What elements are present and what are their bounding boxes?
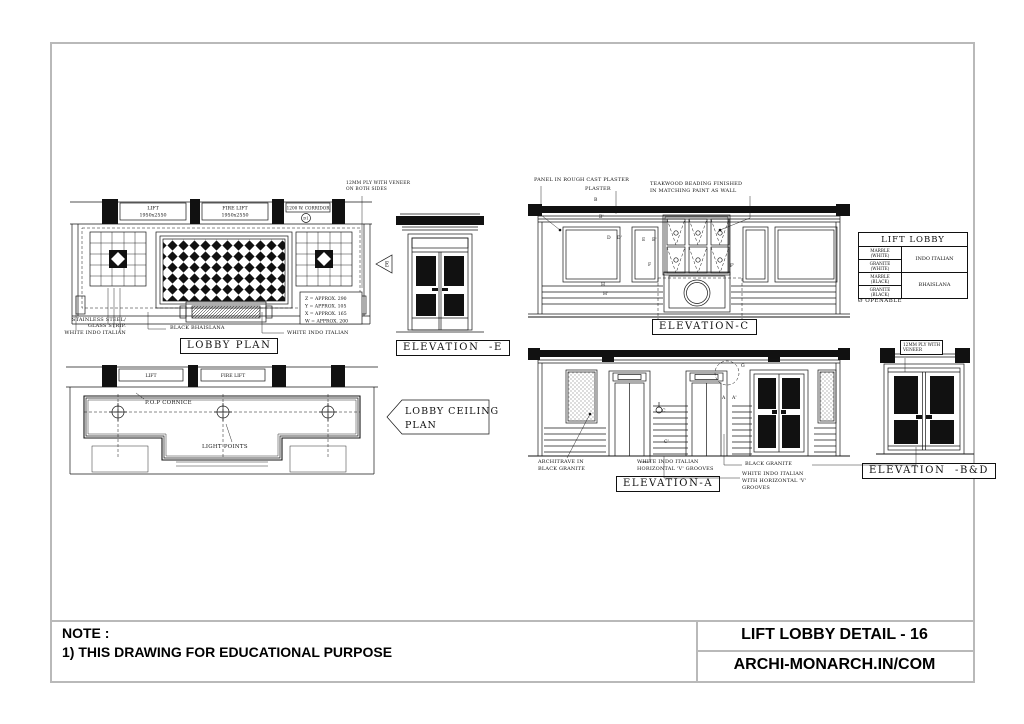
ann-teakwood-1: TEAKWOOD BEADING FINISHED xyxy=(650,181,743,187)
legend-w: W = APPROX. 200 xyxy=(305,319,349,325)
brand: ARCHI-MONARCH.IN/COM xyxy=(733,656,936,673)
lift-label: LIFT xyxy=(147,206,159,212)
section-mark-a2: A' xyxy=(732,396,737,401)
section-mark-a: A xyxy=(722,396,726,401)
ply-note-line2: ON BOTH SIDES xyxy=(346,187,387,192)
titleblock-top-line xyxy=(50,620,973,622)
note-line: 1) THIS DRAWING FOR EDUCATIONAL PURPOSE xyxy=(62,644,393,660)
pop-cornice-label: P.O.P CORNICE xyxy=(145,400,192,406)
elevation-e-title: ELEVATION -E xyxy=(396,340,510,356)
section-mark-g: G xyxy=(741,364,745,369)
ann-grooves-1: WHITE INDO ITALIAN xyxy=(637,459,699,465)
ann-stainless-1: STAINLESS STEEL/ xyxy=(71,317,126,323)
legend-x: X = APPROX. 165 xyxy=(305,312,347,317)
material-table-title: LIFT LOBBY xyxy=(859,233,968,247)
ann-black-granite: BLACK GRANITE xyxy=(745,461,793,467)
fire-lift-size: 1950x2550 xyxy=(221,213,249,219)
ann-white-indo-right: WHITE INDO ITALIAN xyxy=(287,330,349,336)
legend-y: Y = APPROX. 105 xyxy=(305,304,347,310)
mat-r1-value: INDO ITALIAN xyxy=(902,247,968,273)
leader-lines xyxy=(50,42,973,620)
ann-architrave-1: ARCHITRAVE IN xyxy=(538,459,584,465)
ann-teakwood-2: IN MATCHING PAINT AS WALL xyxy=(650,188,737,194)
section-mark-c: C xyxy=(662,409,666,414)
ply-note-line1: 12MM PLY WITH VENEER xyxy=(346,181,411,186)
elevation-bd-title: ELEVATION -B&D xyxy=(862,463,996,479)
bd-ply-note: 12MM PLY WITH VENEER xyxy=(900,340,943,355)
mat-r1-name: MARBLE xyxy=(870,247,890,253)
ann-grooves-2: HORIZONTAL 'V' GROOVES xyxy=(637,466,714,472)
section-mark-c2: C' xyxy=(664,440,669,445)
ann-plaster: PLASTER xyxy=(585,186,611,192)
section-mark-f: F xyxy=(648,263,652,268)
material-table: LIFT LOBBY MARBLE (WHITE) INDO ITALIAN GRANITE (WHITE) MARBLE (BLACK) BHAISLANA GRANITE (BLACK) xyxy=(858,232,968,299)
lift-size: 1950x2550 xyxy=(139,213,167,219)
section-mark-h2: H' xyxy=(603,292,609,297)
fire-lift-label: FIRE LIFT xyxy=(222,206,248,212)
note-heading: NOTE : xyxy=(62,625,110,641)
ceiling-plan-title-line1: LOBBY CEILING xyxy=(405,406,500,417)
door-tag: D1 xyxy=(303,215,309,221)
section-mark-e: E xyxy=(642,238,646,243)
mat-r3-name: MARBLE xyxy=(870,273,890,279)
lobby-plan-title: LOBBY PLAN xyxy=(180,338,278,354)
elevation-a-title: ELEVATION-A xyxy=(616,476,720,492)
elevation-c-title: ELEVATION-C xyxy=(652,319,757,335)
section-mark-b2: B' xyxy=(599,215,604,220)
ann-grooves-r2: WITH HORIZONTAL 'V' xyxy=(742,478,807,484)
section-mark-f2: F' xyxy=(730,264,735,269)
mat-r2-name: GRANITE xyxy=(869,260,891,266)
corridor-label: 1200 W. CORRIDOR xyxy=(286,205,330,211)
section-mark-e2: E' xyxy=(652,238,657,243)
ann-panel-plaster: PANEL IN ROUGH CAST PLASTER xyxy=(534,177,630,183)
ann-grooves-r3: GROOVES xyxy=(742,485,770,491)
sheet-title: LIFT LOBBY DETAIL - 16 xyxy=(741,626,928,643)
ann-white-indo-left: WHITE INDO ITALIAN xyxy=(64,330,126,336)
section-mark-h: H xyxy=(601,283,606,288)
ann-black-bhaislana: BLACK BHAISLANA xyxy=(170,325,225,331)
mat-r3-value: BHAISLANA xyxy=(902,273,968,299)
legend-z: Z = APPROX. 290 xyxy=(305,297,347,302)
light-points-label: LIGHT POINTS xyxy=(202,444,248,450)
section-mark-d: D xyxy=(607,236,611,241)
section-mark-b: B xyxy=(594,198,598,203)
ceiling-plan-title-line2: PLAN xyxy=(405,420,437,431)
ann-architrave-2: BLACK GRANITE xyxy=(538,466,586,472)
section-mark-d2: D' xyxy=(617,236,622,241)
ceiling-fire-lift-label: FIRE LIFT xyxy=(220,374,246,379)
openable-note: Ø OPENABLE xyxy=(858,298,902,304)
section-arrow-e-letter: E xyxy=(384,261,390,269)
titleblock-divider-line xyxy=(696,650,973,652)
ann-grooves-r1: WHITE INDO ITALIAN xyxy=(742,471,804,477)
ceiling-lift-label: LIFT xyxy=(145,374,157,379)
mat-r4-name: GRANITE xyxy=(869,286,891,292)
ann-stainless-2: GLASS STRIP. xyxy=(87,323,126,329)
